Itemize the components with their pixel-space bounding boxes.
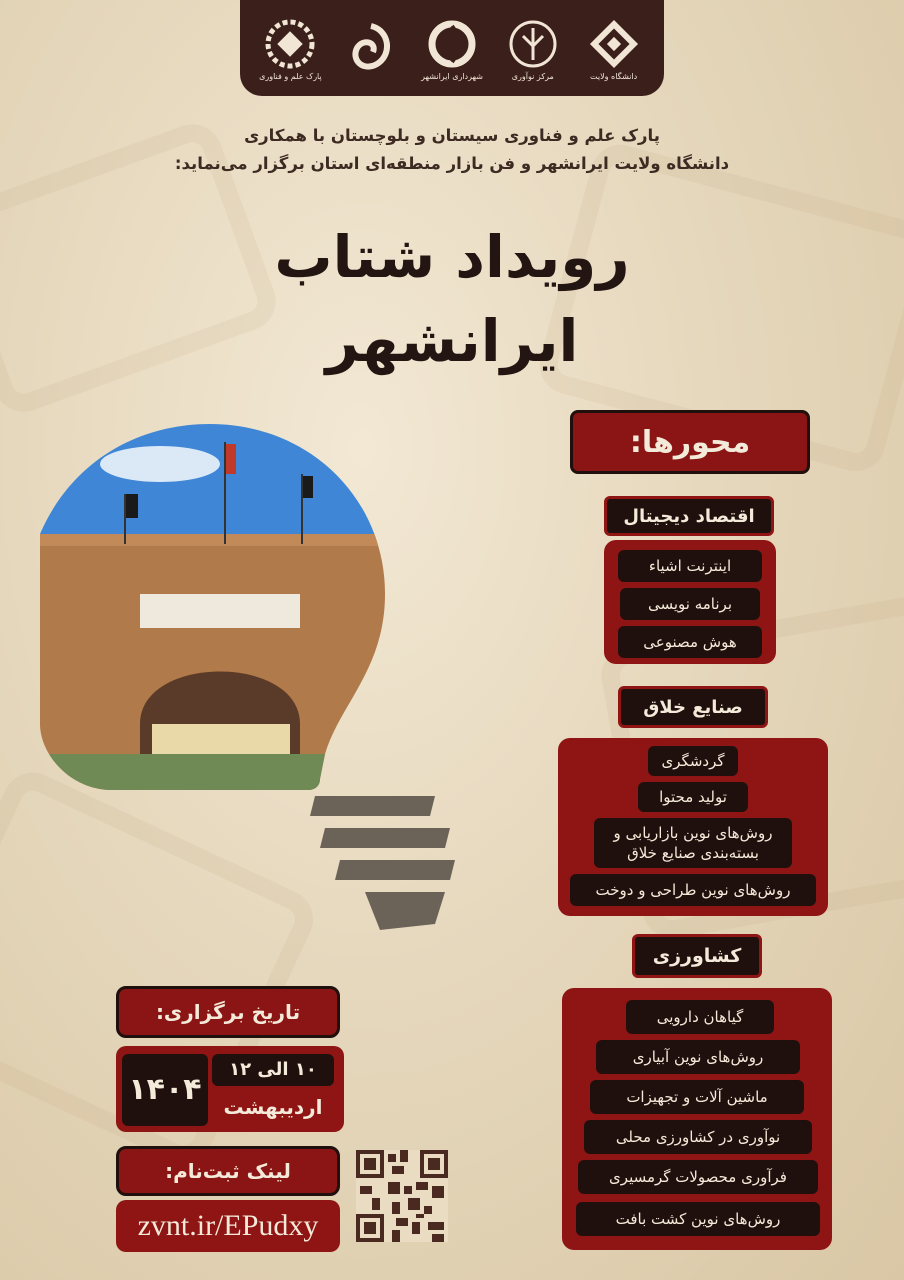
topic-item: روش‌های نوین کشت بافت — [576, 1202, 820, 1236]
topic-item: روش‌های نوین آبیاری — [596, 1040, 800, 1074]
lightbulb-photo — [40, 424, 480, 964]
iranshahr-logo: شهرداری ایرانشهر — [417, 6, 487, 90]
date-heading: تاریخ برگزاری: — [155, 1000, 301, 1024]
ring-emblem-icon — [424, 16, 480, 72]
axes-heading-frame — [570, 410, 810, 474]
qr-code-icon[interactable] — [356, 1150, 448, 1242]
intro-text — [150, 122, 754, 178]
topic-item: روش‌های نوین بازاریابی و بسته‌بندی صنایع خلاق — [594, 818, 792, 868]
topic-item: اینترنت اشیاء — [618, 550, 762, 582]
date-heading-frame — [116, 986, 340, 1038]
sitp-logo: پارک علم و فناوری — [255, 6, 325, 90]
logo-bar — [240, 0, 664, 96]
velayat-university-logo: دانشگاه ولایت — [579, 6, 649, 90]
intro-line-2: دانشگاه ولایت ایرانشهر و فن بازار منطقه‌ای استان برگزار می‌نماید: — [174, 154, 730, 173]
cube-emblem-icon — [586, 16, 642, 72]
event-month: اردیبهشت — [223, 1095, 323, 1119]
swirl-emblem-icon — [343, 20, 399, 76]
registration-heading: لینک ثبت‌نام: — [165, 1159, 291, 1183]
intro-line-1: پارک علم و فناوری سیستان و بلوچستان با همکاری — [244, 126, 660, 145]
axes-heading: محورها: — [629, 424, 751, 460]
group-title-creative-industries: صنایع خلاق — [618, 686, 768, 728]
topic-item: روش‌های نوین طراحی و دوخت — [570, 874, 816, 906]
topic-item: گردشگری — [648, 746, 738, 776]
agriculture-topics — [562, 988, 832, 1250]
registration-heading-frame — [116, 1146, 340, 1196]
digital-economy-topics — [604, 540, 776, 664]
event-title-line-1: رویداد شتاب — [274, 223, 630, 291]
topic-item: گیاهان دارویی — [626, 1000, 774, 1034]
topic-item: هوش مصنوعی — [618, 626, 762, 658]
topic-item: برنامه نویسی — [620, 588, 760, 620]
innovation-logo: مرکز نوآوری — [498, 6, 568, 90]
laurel-emblem-icon — [505, 16, 561, 72]
event-days: ۱۰ الی ۱۲ — [212, 1054, 334, 1086]
group-title-agriculture: کشاورزی — [632, 934, 762, 978]
registration-link[interactable]: zvnt.ir/EPudxy — [116, 1200, 340, 1252]
building-illustration — [40, 424, 480, 964]
event-year: ۱۴۰۴ — [122, 1054, 208, 1126]
creative-industries-topics — [558, 738, 828, 916]
group-title-digital-economy: اقتصاد دیجیتال — [604, 496, 774, 536]
growth-center-logo — [336, 6, 406, 90]
topic-item: تولید محتوا — [638, 782, 748, 812]
event-title-line-2: ایرانشهر — [325, 307, 579, 375]
topic-item: ماشین آلات و تجهیزات — [590, 1080, 804, 1114]
topic-item: نوآوری در کشاورزی محلی — [584, 1120, 812, 1154]
gear-emblem-icon — [262, 16, 318, 72]
date-box — [116, 1046, 344, 1132]
topic-item: فرآوری محصولات گرمسیری — [578, 1160, 818, 1194]
